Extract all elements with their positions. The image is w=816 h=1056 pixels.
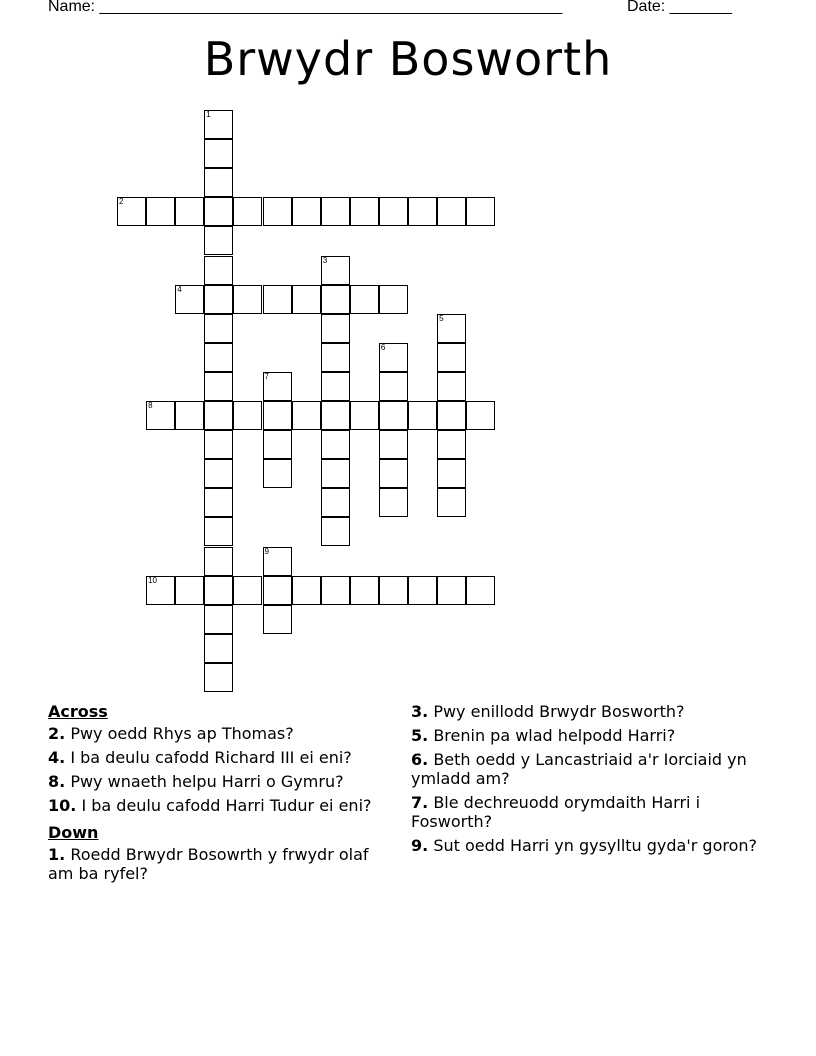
grid-cell[interactable] <box>437 576 466 605</box>
puzzle-title: Brwydr Bosworth <box>203 32 613 86</box>
clue-down-7 <box>411 793 761 831</box>
cell-number: 8 <box>148 401 153 410</box>
clue-text: I ba deulu cafodd Harri Tudur ei eni? <box>81 796 372 815</box>
grid-cell[interactable] <box>350 197 379 226</box>
grid-cell[interactable] <box>263 547 292 576</box>
grid-cell[interactable] <box>321 197 350 226</box>
grid-cell[interactable] <box>292 576 321 605</box>
grid-cell[interactable] <box>321 343 350 372</box>
clues-right-column <box>411 702 761 860</box>
grid-cell[interactable] <box>437 314 466 343</box>
cell-number: 4 <box>177 284 182 294</box>
grid-cell[interactable] <box>263 430 292 459</box>
grid-cell[interactable] <box>204 168 233 197</box>
clue-down-6 <box>411 750 761 788</box>
grid-cell[interactable] <box>408 401 437 430</box>
grid-cell[interactable] <box>292 401 321 430</box>
grid-cell[interactable] <box>408 576 437 605</box>
cell-number: 6 <box>380 342 386 352</box>
grid-cell[interactable] <box>204 663 233 692</box>
grid-cell[interactable] <box>204 576 233 605</box>
grid-cell[interactable] <box>204 139 233 168</box>
grid-cell[interactable] <box>204 488 233 517</box>
grid-cell[interactable] <box>466 576 495 605</box>
grid-cell[interactable] <box>204 314 233 343</box>
grid-cell[interactable] <box>321 372 350 401</box>
cell-number: 5 <box>439 313 444 323</box>
grid-cell[interactable] <box>204 256 233 285</box>
clue-text: Pwy enillodd Brwydr Bosworth? <box>433 702 685 721</box>
grid-cell[interactable] <box>321 459 350 488</box>
grid-cell[interactable] <box>321 576 350 605</box>
grid-cell[interactable] <box>233 285 262 314</box>
grid-cell[interactable] <box>263 285 292 314</box>
grid-cell[interactable] <box>321 285 350 314</box>
grid-cell[interactable] <box>437 401 466 430</box>
grid-cell[interactable] <box>204 285 233 314</box>
grid-cell[interactable] <box>466 401 495 430</box>
grid-cell[interactable] <box>437 459 466 488</box>
grid-cell[interactable] <box>263 605 292 634</box>
name-field-label: Name: ____________________________________________________ <box>48 0 563 15</box>
grid-cell[interactable] <box>175 576 204 605</box>
grid-cell[interactable] <box>379 430 408 459</box>
grid-cell[interactable] <box>321 256 350 285</box>
grid-cell[interactable] <box>379 576 408 605</box>
clue-across-2 <box>48 724 393 743</box>
clue-text: Beth oedd y Lancastriaid a'r Iorciaid yn ymladd am? <box>411 750 747 788</box>
clue-text: Pwy wnaeth helpu Harri o Gymru? <box>70 772 344 791</box>
clue-text: Roedd Brwydr Bosowrth y frwydr olaf am ba ryfel? <box>48 845 369 883</box>
across-heading: Across <box>48 702 108 721</box>
grid-cell[interactable] <box>437 343 466 372</box>
date-field-label: Date: _______ <box>627 0 732 15</box>
clue-text: Ble dechreuodd orymdaith Harri i Fosworth? <box>411 793 701 831</box>
clue-number: 2. <box>48 724 66 743</box>
grid-cell[interactable] <box>204 197 233 226</box>
clue-number: 10. <box>48 796 77 815</box>
clue-text: I ba deulu cafodd Richard III ei eni? <box>70 748 352 767</box>
grid-cell[interactable] <box>321 517 350 546</box>
grid-cell[interactable] <box>204 401 233 430</box>
clue-down-5 <box>411 726 761 745</box>
grid-cell[interactable] <box>408 197 437 226</box>
grid-cell[interactable] <box>204 226 233 255</box>
clue-down-9 <box>411 836 761 855</box>
grid-cell[interactable] <box>204 110 233 139</box>
down-heading: Down <box>48 823 99 842</box>
clue-text: Pwy oedd Rhys ap Thomas? <box>70 724 294 743</box>
grid-cell[interactable] <box>321 488 350 517</box>
clue-across-10 <box>48 796 393 815</box>
clue-across-8 <box>48 772 393 791</box>
grid-cell[interactable] <box>379 285 408 314</box>
grid-cell[interactable] <box>437 197 466 226</box>
grid-cell[interactable] <box>204 372 233 401</box>
clue-text: Brenin pa wlad helpodd Harri? <box>433 726 676 745</box>
clue-down-3 <box>411 702 761 721</box>
grid-cell[interactable] <box>204 459 233 488</box>
grid-cell[interactable] <box>117 197 146 226</box>
grid-cell[interactable] <box>233 197 262 226</box>
grid-cell[interactable] <box>263 401 292 430</box>
grid-cell[interactable] <box>233 401 262 430</box>
grid-cell[interactable] <box>263 197 292 226</box>
grid-cell[interactable] <box>175 401 204 430</box>
cell-number: 7 <box>264 371 269 381</box>
grid-cell[interactable] <box>146 576 175 605</box>
grid-cell[interactable] <box>379 401 408 430</box>
grid-cell[interactable] <box>292 197 321 226</box>
cell-number: 10 <box>148 575 157 585</box>
grid-cell[interactable] <box>263 576 292 605</box>
clue-number: 3. <box>411 702 429 721</box>
grid-cell[interactable] <box>321 430 350 459</box>
grid-cell[interactable] <box>263 459 292 488</box>
cell-number: 1 <box>206 110 211 119</box>
grid-cell[interactable] <box>379 343 408 372</box>
clue-number: 6. <box>411 750 429 769</box>
clue-number: 7. <box>411 793 429 812</box>
clue-number: 1. <box>48 845 66 864</box>
grid-cell[interactable] <box>321 401 350 430</box>
grid-cell[interactable] <box>437 488 466 517</box>
clue-number: 4. <box>48 748 66 767</box>
grid-cell[interactable] <box>379 488 408 517</box>
cell-number: 3 <box>322 255 328 265</box>
grid-cell[interactable] <box>204 547 233 576</box>
grid-cell[interactable] <box>350 285 379 314</box>
grid-cell[interactable] <box>204 634 233 663</box>
grid-cell[interactable] <box>233 576 262 605</box>
grid-cell[interactable] <box>350 576 379 605</box>
grid-cell[interactable] <box>146 401 175 430</box>
clue-text: Sut oedd Harri yn gysylltu gyda'r goron? <box>433 836 757 855</box>
cell-number: 2 <box>119 197 124 207</box>
grid-cell[interactable] <box>204 605 233 634</box>
grid-cell[interactable] <box>175 285 204 314</box>
grid-cell[interactable] <box>379 372 408 401</box>
grid-cell[interactable] <box>379 459 408 488</box>
grid-cell[interactable] <box>321 314 350 343</box>
cell-number: 9 <box>264 546 269 556</box>
grid-cell[interactable] <box>437 372 466 401</box>
grid-cell[interactable] <box>175 197 204 226</box>
grid-cell[interactable] <box>379 197 408 226</box>
clue-number: 9. <box>411 836 429 855</box>
grid-cell[interactable] <box>292 285 321 314</box>
clue-down-1 <box>48 845 393 883</box>
grid-cell[interactable] <box>146 197 175 226</box>
grid-cell[interactable] <box>437 430 466 459</box>
clue-across-4 <box>48 748 393 767</box>
grid-cell[interactable] <box>204 430 233 459</box>
clues-left-column <box>48 702 393 888</box>
clue-number: 5. <box>411 726 429 745</box>
grid-cell[interactable] <box>466 197 495 226</box>
grid-cell[interactable] <box>263 372 292 401</box>
grid-cell[interactable] <box>204 517 233 546</box>
grid-cell[interactable] <box>350 401 379 430</box>
clue-number: 8. <box>48 772 66 791</box>
grid-cell[interactable] <box>204 343 233 372</box>
